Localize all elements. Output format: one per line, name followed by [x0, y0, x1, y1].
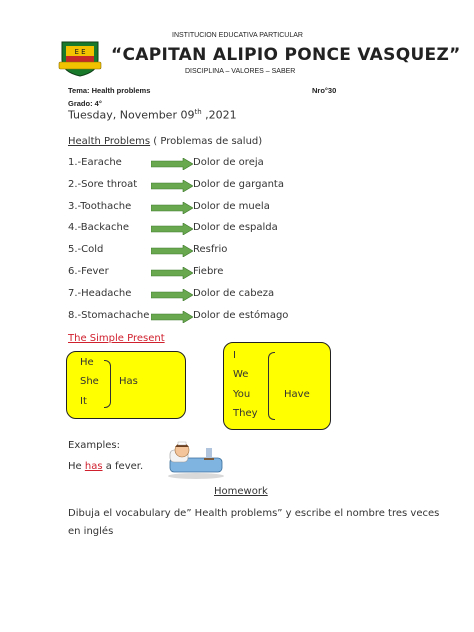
examples-label: Examples:: [68, 440, 120, 451]
school-motto: DISCIPLINA – VALORES – SABER: [185, 68, 296, 75]
lesson-date: Tuesday, November 09th ,2021: [68, 108, 237, 122]
vocab-english-3: 3.-Toothache: [68, 201, 132, 212]
simple-present-title: The Simple Present: [68, 333, 165, 344]
vocab-spanish-4: Dolor de espalda: [193, 222, 278, 233]
institution-line: INSTITUCION EDUCATIVA PARTICULAR: [172, 32, 303, 39]
green-arrow-icon: [151, 223, 193, 235]
green-arrow-icon: [151, 267, 193, 279]
green-arrow-icon: [151, 158, 193, 170]
vocab-spanish-7: Dolor de cabeza: [193, 288, 275, 299]
pronoun-they: They: [233, 408, 258, 419]
green-arrow-icon: [151, 180, 193, 192]
logo-letters: E E: [74, 48, 86, 56]
vocab-spanish-1: Dolor de oreja: [193, 157, 264, 168]
verb-has: Has: [119, 376, 138, 387]
section-title: Health Problems ( Problemas de salud): [68, 136, 263, 147]
vocab-english-1: 1.-Earache: [68, 157, 122, 168]
homework-title: Homework: [214, 486, 268, 497]
pronoun-we: We: [233, 369, 249, 380]
green-arrow-icon: [151, 311, 193, 323]
vocab-spanish-2: Dolor de garganta: [193, 179, 284, 190]
pronoun-it: It: [80, 396, 87, 407]
vocab-spanish-6: Fiebre: [193, 266, 224, 277]
lesson-number: Nro°30: [312, 86, 337, 95]
grade-label: Grado: 4°: [68, 99, 102, 108]
green-arrow-icon: [151, 245, 193, 257]
verb-have: Have: [284, 389, 310, 400]
has-bracket: [104, 360, 111, 408]
green-arrow-icon: [151, 202, 193, 214]
school-name: “CAPITAN ALIPIO PONCE VASQUEZ”: [111, 45, 461, 65]
pronoun-i: I: [233, 350, 236, 361]
have-bracket: [268, 352, 275, 420]
vocab-spanish-3: Dolor de muela: [193, 201, 270, 212]
vocab-english-6: 6.-Fever: [68, 266, 109, 277]
vocab-english-2: 2.-Sore throat: [68, 179, 138, 190]
vocab-english-4: 4.-Backache: [68, 222, 130, 233]
green-arrow-icon: [151, 289, 193, 301]
sick-boy-in-bed-illustration: [166, 436, 226, 480]
homework-instruction-line1: Dibuja el vocabulary de” Health problems” y escribe el nombre tres veces: [68, 508, 440, 519]
vocab-english-7: 7.-Headache: [68, 288, 132, 299]
vocab-english-5: 5.-Cold: [68, 244, 104, 255]
lesson-topic: Tema: Health problems: [68, 86, 151, 95]
vocab-spanish-5: Resfrio: [193, 244, 228, 255]
pronoun-you: You: [233, 389, 251, 400]
example-sentence: He has a fever.: [68, 461, 144, 472]
pronoun-she: She: [80, 376, 99, 387]
school-crest-logo: [58, 40, 102, 78]
vocab-english-8: 8.-Stomachache: [68, 310, 150, 321]
vocab-spanish-8: Dolor de estómago: [193, 310, 289, 321]
pronoun-he: He: [80, 357, 94, 368]
homework-instruction-line2: en inglés: [68, 526, 114, 537]
